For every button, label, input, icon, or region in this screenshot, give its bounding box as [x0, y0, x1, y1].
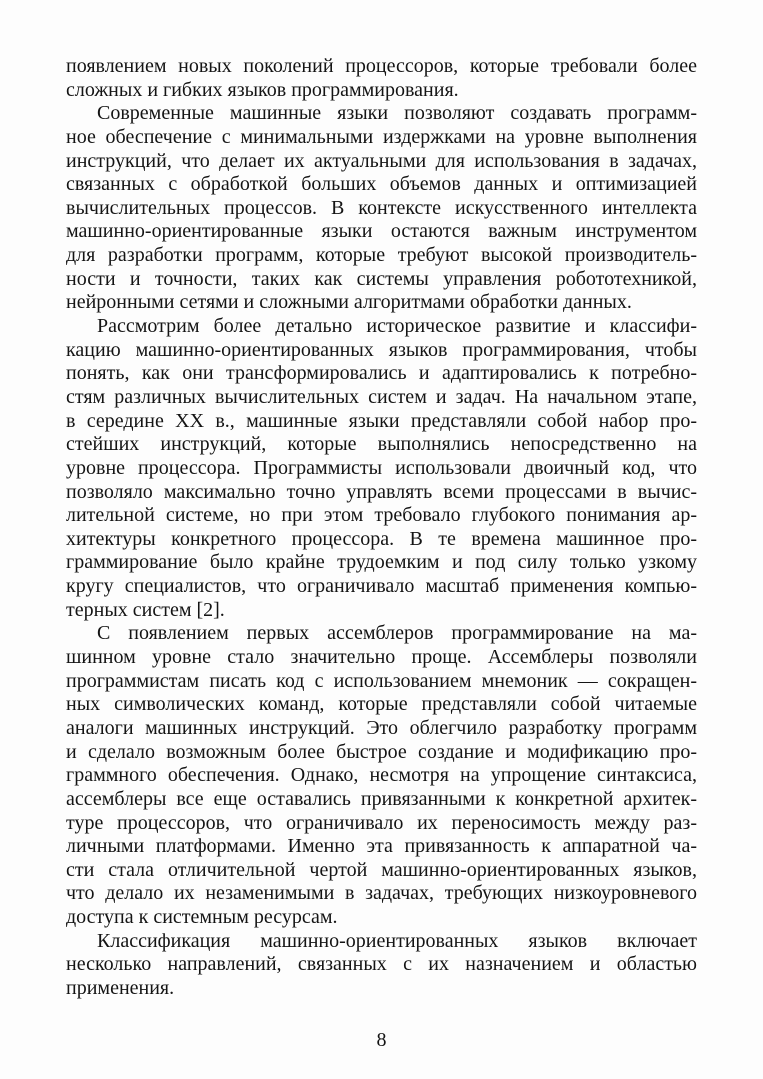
- text-line: стям различных вычислительных систем и задач. На начальном этапе,: [66, 385, 697, 408]
- text-line: С появлением первых ассемблеров программирование на ма-: [97, 622, 697, 645]
- text-line: ное обеспечение с минимальными издержками на уровне выполнения: [66, 125, 697, 148]
- text-line: Классификация машинно-ориентированных языков включает: [97, 929, 697, 952]
- text-line: стейших инструкций, которые выполнялись непосредственно на: [66, 433, 697, 456]
- text-line: для разработки программ, которые требуют высокой производитель-: [66, 244, 697, 267]
- text-line: Современные машинные языки позволяют создавать программ-: [97, 102, 697, 125]
- body-text: [66, 55, 697, 1001]
- text-line: ассемблеры все еще оставались привязанными к конкретной архитек-: [66, 787, 697, 810]
- text-line: ности и точности, таких как системы управления робототехникой,: [66, 267, 697, 290]
- text-line: кругу специалистов, что ограничивало масштаб применения компью-: [66, 575, 697, 598]
- paragraph: [66, 315, 697, 622]
- text-line: сложных и гибких языков программирования.: [66, 78, 459, 101]
- page-number: 8: [376, 1029, 387, 1051]
- text-line: связанных с обработкой больших объемов данных и оптимизацией: [66, 173, 697, 196]
- text-line: позволяло максимально точно управлять всеми процессами в вычис-: [66, 480, 697, 503]
- paragraph: [66, 102, 697, 315]
- text-line: вычислительных процессов. В контексте искусственного интеллекта: [66, 196, 697, 219]
- paragraph: [66, 622, 697, 929]
- text-line: несколько направлений, связанных с их назначением и областью: [66, 953, 697, 976]
- text-line: появлением новых поколений процессоров, которые требовали более: [66, 55, 697, 77]
- text-line: инструкций, что делает их актуальными для использования в задачах,: [66, 149, 697, 172]
- text-line: хитектуры конкретного процессора. В те времена машинное про-: [66, 527, 697, 550]
- text-line: Рассмотрим более детально историческое развитие и классифи-: [97, 315, 697, 338]
- text-line: нейронными сетями и сложными алгоритмами обработки данных.: [66, 291, 632, 314]
- text-line: и сделало возможным более быстрое создание и модификацию про-: [66, 740, 697, 763]
- text-line: в середине XX в., машинные языки представляли собой набор про-: [66, 409, 697, 432]
- text-line: граммирование было крайне трудоемким и под силу только узкому: [66, 551, 697, 574]
- paragraph: [66, 55, 697, 102]
- text-line: граммного обеспечения. Однако, несмотря на упрощение синтаксиса,: [66, 764, 697, 787]
- text-line: применения.: [66, 976, 175, 999]
- text-line: личными платформами. Именно эта привязанность к аппаратной ча-: [66, 835, 697, 858]
- text-line: сти стала отличительной чертой машинно-ориентированных языков,: [66, 858, 697, 881]
- text-line: лительной системе, но при этом требовало глубокого понимания ар-: [66, 504, 697, 527]
- paragraph: [66, 930, 697, 1001]
- text-line: что делало их незаменимыми в задачах, требующих низкоуровневого: [66, 882, 697, 905]
- text-line: терных систем [2].: [66, 598, 225, 621]
- text-line: программистам писать код с использованием мнемоник — сокращен-: [66, 669, 697, 692]
- text-line: шинном уровне стало значительно проще. Ассемблеры позволяли: [66, 646, 697, 669]
- text-line: уровне процессора. Программисты использовали двоичный код, что: [66, 456, 697, 479]
- text-line: туре процессоров, что ограничивало их переносимость между раз-: [66, 811, 697, 834]
- text-line: кацию машинно-ориентированных языков программирования, чтобы: [66, 338, 697, 361]
- text-line: аналоги машинных инструкций. Это облегчило разработку программ: [66, 716, 697, 739]
- text-line: доступа к системным ресурсам.: [66, 906, 338, 929]
- text-line: машинно-ориентированные языки остаются важным инструментом: [66, 220, 697, 243]
- text-line: понять, как они трансформировались и адаптировались к потребно-: [66, 362, 697, 385]
- text-line: ных символических команд, которые представляли собой читаемые: [66, 693, 697, 716]
